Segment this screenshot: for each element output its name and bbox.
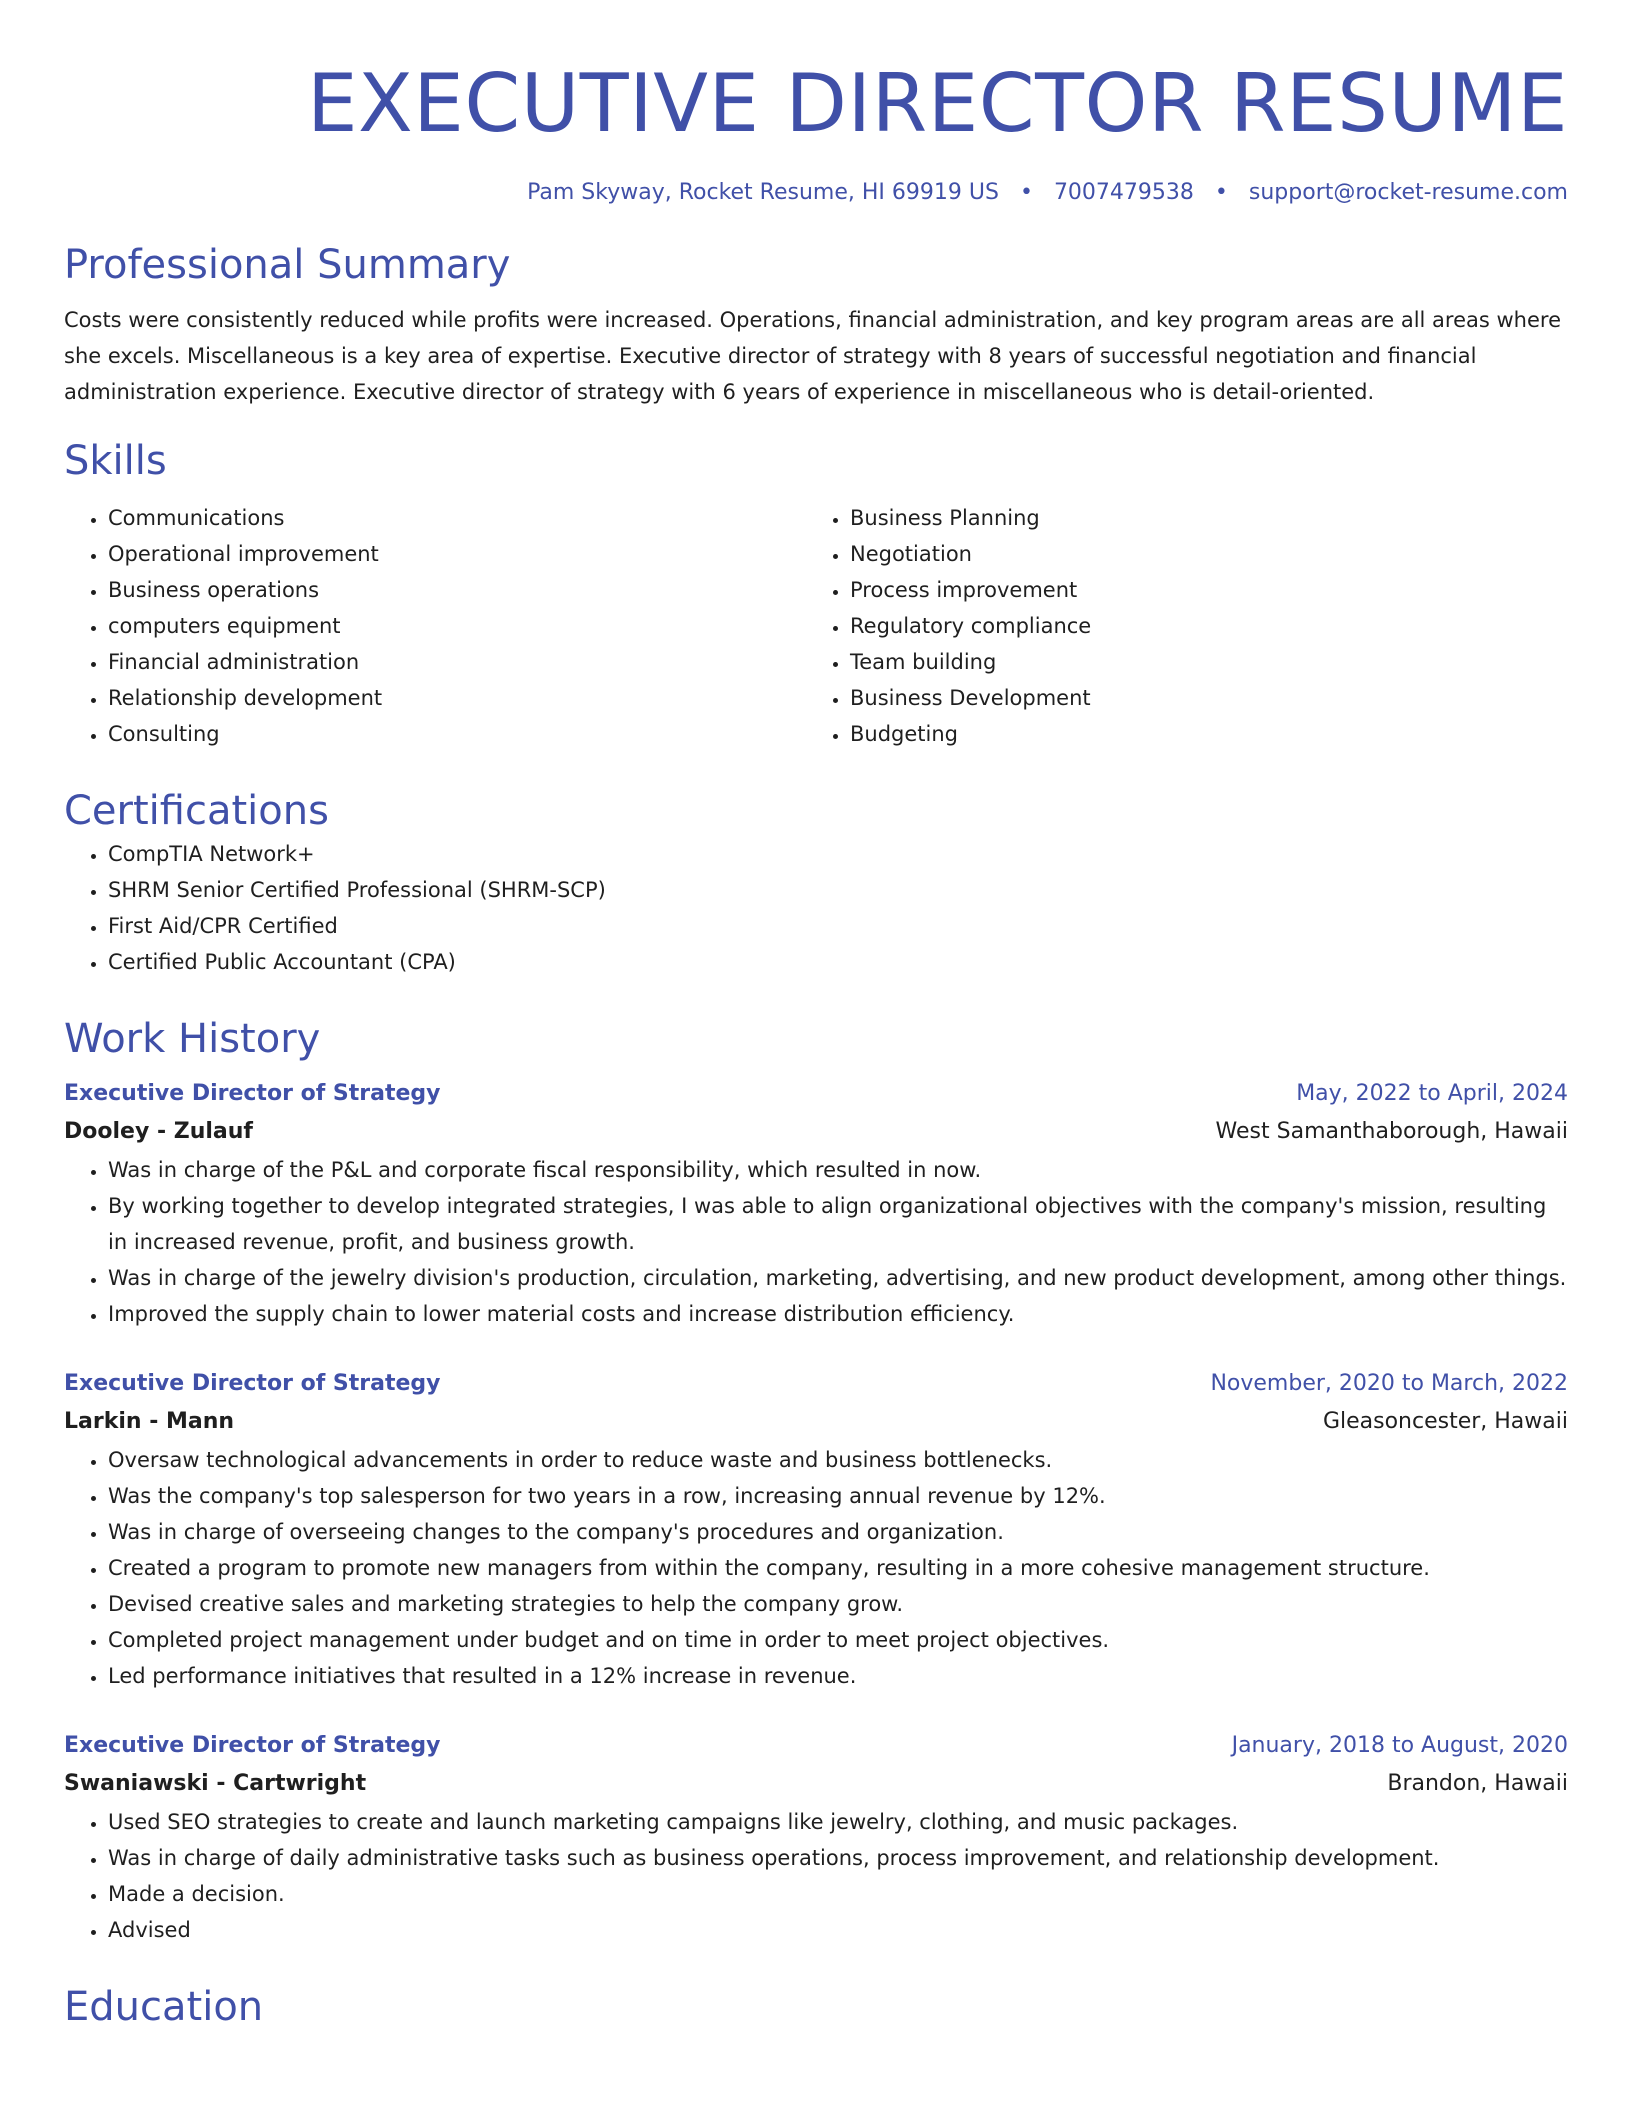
job-bullet: • Was in charge of daily administrative tasks such as business operations, process improvement, and relationship development. — [108, 1840, 1568, 1876]
skills-list-left — [64, 500, 806, 752]
job-dates: January, 2018 to August, 2020 — [1231, 1733, 1568, 1758]
contact-phone: 7007479538 — [1053, 180, 1194, 205]
job-bullet-list — [64, 1152, 1568, 1332]
job-company: Swaniawski - Cartwright — [64, 1771, 367, 1796]
skill-item: • Business Planning — [850, 500, 1548, 536]
job-company-row — [64, 1402, 1568, 1442]
contact-separator: • — [1214, 180, 1228, 205]
skill-item: • Communications — [108, 500, 806, 536]
job-bullet: • Improved the supply chain to lower material costs and increase distribution efficiency. — [108, 1296, 1568, 1332]
skill-item: • computers equipment — [108, 608, 806, 644]
job-entry — [64, 1366, 1568, 1694]
job-header-row — [64, 1366, 1568, 1402]
skills-list-right — [806, 500, 1548, 752]
skills-column-right — [806, 500, 1548, 752]
skill-item: • Negotiation — [850, 536, 1548, 572]
job-header-row — [64, 1076, 1568, 1112]
contact-email: support@rocket-resume.com — [1248, 180, 1568, 205]
job-header-row — [64, 1728, 1568, 1764]
skill-item: • Business operations — [108, 572, 806, 608]
job-title: Executive Director of Strategy — [64, 1081, 441, 1106]
contact-address: Pam Skyway, Rocket Resume, HI 69919 US — [527, 180, 999, 205]
skill-item: • Process improvement — [850, 572, 1548, 608]
work-history-heading: Work History — [64, 1016, 321, 1062]
skill-item: • Financial administration — [108, 644, 806, 680]
job-bullet: • Created a program to promote new managers from within the company, resulting in a more cohesive management structure. — [108, 1550, 1568, 1586]
skill-item: • Budgeting — [850, 716, 1548, 752]
resume-title: EXECUTIVE DIRECTOR RESUME — [306, 57, 1568, 150]
job-company: Larkin - Mann — [64, 1409, 235, 1434]
certification-item: • SHRM Senior Certified Professional (SHRM-SCP) — [108, 872, 1568, 908]
skill-item: • Relationship development — [108, 680, 806, 716]
job-entry — [64, 1728, 1568, 1948]
job-location: West Samanthaborough, Hawaii — [1215, 1119, 1568, 1144]
job-bullet: • Led performance initiatives that resulted in a 12% increase in revenue. — [108, 1658, 1568, 1694]
job-dates: November, 2020 to March, 2022 — [1210, 1371, 1568, 1396]
job-bullet: • Devised creative sales and marketing strategies to help the company grow. — [108, 1586, 1568, 1622]
job-bullet: • Advised — [108, 1912, 1568, 1948]
skill-item: • Business Development — [850, 680, 1548, 716]
job-bullet: • Was in charge of the P&L and corporate fiscal responsibility, which resulted in now. — [108, 1152, 1568, 1188]
resume-page — [64, 0, 1568, 2032]
job-location: Brandon, Hawaii — [1387, 1771, 1568, 1796]
job-entry — [64, 1076, 1568, 1332]
certification-item: • First Aid/CPR Certified — [108, 908, 1568, 944]
summary-heading: Professional Summary — [64, 242, 511, 288]
job-bullet-list — [64, 1804, 1568, 1948]
education-heading: Education — [64, 1984, 264, 2030]
job-bullet: • Was in charge of overseeing changes to the company's procedures and organization. — [108, 1514, 1568, 1550]
certifications-list — [64, 836, 1568, 980]
skills-columns — [64, 500, 1568, 752]
job-title: Executive Director of Strategy — [64, 1733, 441, 1758]
summary-text: Costs were consistently reduced while profits were increased. Operations, financial administration, and key program areas are all areas where she excels. Miscellaneous is a key area of expertise. Executive director of strategy with 8 years of successful negotiation and financial administration experience. Executive director of strategy with 6 years of experience in miscellaneous who is detail-oriented. — [64, 308, 1561, 404]
certification-item: • CompTIA Network+ — [108, 836, 1568, 872]
contact-line — [64, 178, 1568, 208]
skill-item: • Consulting — [108, 716, 806, 752]
job-company-row — [64, 1764, 1568, 1804]
skill-item: • Regulatory compliance — [850, 608, 1548, 644]
job-location: Gleasoncester, Hawaii — [1322, 1409, 1568, 1434]
job-dates: May, 2022 to April, 2024 — [1296, 1081, 1568, 1106]
job-company-row — [64, 1112, 1568, 1152]
skills-heading: Skills — [64, 438, 167, 484]
contact-separator: • — [1019, 180, 1033, 205]
certification-item: • Certified Public Accountant (CPA) — [108, 944, 1568, 980]
job-title: Executive Director of Strategy — [64, 1371, 441, 1396]
job-bullet-list — [64, 1442, 1568, 1694]
job-bullet: • Oversaw technological advancements in order to reduce waste and business bottlenecks. — [108, 1442, 1568, 1478]
skills-column-left — [64, 500, 806, 752]
job-bullet: • By working together to develop integrated strategies, I was able to align organizational objectives with the company's mission, resulting in increased revenue, profit, and business growth. — [108, 1188, 1568, 1260]
certifications-heading: Certifications — [64, 788, 329, 834]
job-bullet: • Used SEO strategies to create and launch marketing campaigns like jewelry, clothing, and music packages. — [108, 1804, 1568, 1840]
job-bullet: • Completed project management under budget and on time in order to meet project objectives. — [108, 1622, 1568, 1658]
job-bullet: • Made a decision. — [108, 1876, 1568, 1912]
job-company: Dooley - Zulauf — [64, 1119, 253, 1144]
job-bullet: • Was the company's top salesperson for two years in a row, increasing annual revenue by 12%. — [108, 1478, 1568, 1514]
skill-item: • Team building — [850, 644, 1548, 680]
skill-item: • Operational improvement — [108, 536, 806, 572]
job-bullet: • Was in charge of the jewelry division's production, circulation, marketing, advertising, and new product development, among other things. — [108, 1260, 1568, 1296]
